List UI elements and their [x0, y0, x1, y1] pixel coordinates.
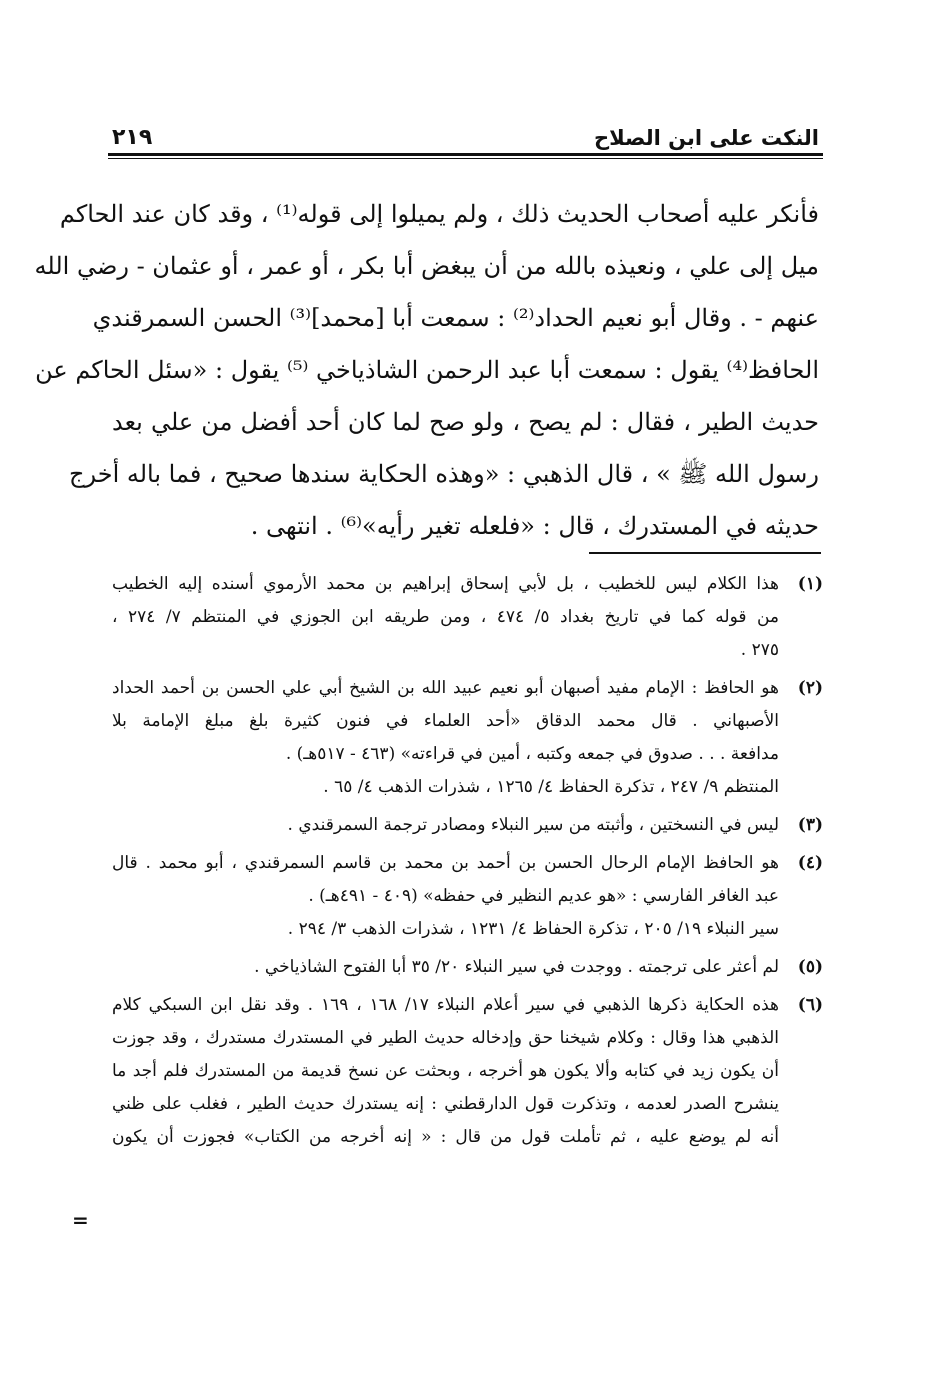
- footnote-2: [112, 672, 823, 804]
- footnote-line: عبد الغافر الفارسي : «هو عديم النظير في حفظه» (٤٠٩ - ٤٩١هـ) .: [308, 886, 779, 906]
- footnote-3: [112, 809, 823, 842]
- footnote-6: [112, 989, 823, 1154]
- footnote-line: أنه لم يوضع عليه ، ثم تأملت قول من قال : « إنه أخرجه من الكتاب» فجوزت أن يكون: [112, 1127, 779, 1147]
- text-line: حديث الطير ، فقال : لم يصح ، ولو صح لما كان أحد أفضل من علي بعد: [112, 408, 819, 436]
- footnote-number: (٦): [797, 995, 823, 1015]
- footnote-number: (٣): [797, 815, 823, 835]
- footnote-line: مدافعة . . . صدوق في جمعه وكتبه ، أمين في قراءته» (٤٦٣ - ٥١٧هـ) .: [285, 744, 779, 764]
- footnote-line: ينشرح الصدر لعدمه ، وتذكرت قول الدارقطني : إنه يستدرك حديث الطير ، فغلب على ظني: [112, 1094, 779, 1114]
- footnote-4: [112, 847, 823, 946]
- text-line: عنهم - . وقال أبو نعيم الحداد⁽²⁾ : سمعت أبا [محمد]⁽³⁾ الحسن السمرقندي: [92, 304, 819, 332]
- footnote-line: أن يكون زيد في كتابه وألا يكون هو أخرجه ، وبحثت عن نسخ قديمة من المستدرك فلم أجد ما: [112, 1061, 779, 1081]
- footnote-line: المنتظم ٩/ ٢٤٧ ، تذكرة الحفاظ ٤/ ١٢٦٥ ، شذرات الذهب ٤/ ٦٥ .: [323, 777, 779, 797]
- footnote-line: هذه الحكاية ذكرها الذهبي في سير أعلام النبلاء ١٧/ ١٦٨ ، ١٦٩ . وقد نقل ابن السبكي كلام: [112, 995, 779, 1015]
- footnote-text: [112, 951, 779, 984]
- footnote-line: لم أعثر على ترجمته . ووجدت في سير النبلاء ٢٠/ ٣٥ أبا الفتوح الشاذياخي .: [254, 957, 779, 977]
- continuation-mark: =: [72, 1208, 89, 1232]
- footnote-line: هو الحافظ : الإمام مفيد أصبهان أبو نعيم عبيد الله بن الشيخ أبي علي الحسن بن أحمد الحداد: [112, 678, 779, 698]
- footnote-line: من قوله كما في تاريخ بغداد ٥/ ٤٧٤ ، ومن طريقه ابن الجوزي في المنتظم ٧/ ٢٧٤ ،: [112, 607, 780, 627]
- text-line: فأنكر عليه أصحاب الحديث ذلك ، ولم يميلوا إلى قوله⁽¹⁾ ، وقد كان عند الحاكم: [59, 200, 819, 228]
- main-text: [34, 188, 819, 552]
- header-rule-thick: [108, 153, 823, 156]
- text-line: رسول الله ﷺ » ، قال الذهبي : «وهذه الحكاية سندها صحيح ، فما باله أخرج: [69, 460, 819, 488]
- footnotes: [112, 568, 823, 1159]
- running-title: النكت على ابن الصلاح: [593, 126, 819, 150]
- footnote-1: [112, 568, 823, 667]
- footnote-number: (٢): [797, 678, 823, 698]
- footnote-line: هذا الكلام ليس للخطيب ، بل لأبي إسحاق إبراهيم بن محمد الأرموي أسنده إليه الخطيب: [112, 574, 779, 594]
- footnote-text: [112, 809, 779, 842]
- footnote-line: الأصبهاني . قال محمد الدقاق «أحد العلماء في فنون كثيرة بلغ مبلغ الإمامة بلا: [112, 711, 779, 731]
- footnote-5: [112, 951, 823, 984]
- footnote-line: ليس في النسختين ، وأثبته من سير النبلاء ومصادر ترجمة السمرقندي .: [287, 815, 779, 835]
- footnote-text: [112, 847, 779, 946]
- text-line: الحافظ⁽⁴⁾ يقول : سمعت أبا عبد الرحمن الشاذياخي ⁽⁵⁾ يقول : «سئل الحاكم عن: [35, 356, 819, 384]
- page-number: ٢١٩: [112, 125, 153, 150]
- footnote-number: (٥): [797, 957, 823, 977]
- footnote-number: (٤): [797, 853, 823, 873]
- footnote-number: (١): [797, 574, 823, 594]
- footnote-line: الذهبي هذا وقال : وكلام شيخنا حق وإدخاله حديث الطير في المستدرك مستدرك ، وقد جوزت: [112, 1028, 779, 1048]
- footnote-text: [112, 989, 779, 1154]
- footnote-separator: [589, 552, 821, 554]
- footnote-line: هو الحافظ الإمام الرحال الحسن بن أحمد بن محمد بن قاسم السمرقندي ، أبو محمد . قال: [112, 853, 779, 873]
- page-header: [112, 118, 819, 150]
- header-rule-thin: [108, 158, 823, 159]
- footnote-line: ٢٧٥ .: [740, 640, 779, 660]
- text-line: حديثه في المستدرك ، قال : «فلعله تغير رأيه»⁽⁶⁾ . انتهى .: [250, 512, 819, 540]
- text-line: ميل إلى علي ، ونعيذه بالله من أن يبغض أبا بكر ، أو عمر ، أو عثمان - رضي الله: [34, 252, 819, 280]
- footnote-line: سير النبلاء ١٩/ ٢٠٥ ، تذكرة الحفاظ ٤/ ١٢٣١ ، شذرات الذهب ٣/ ٢٩٤ .: [287, 919, 779, 939]
- footnote-text: [112, 568, 779, 667]
- footnote-text: [112, 672, 779, 804]
